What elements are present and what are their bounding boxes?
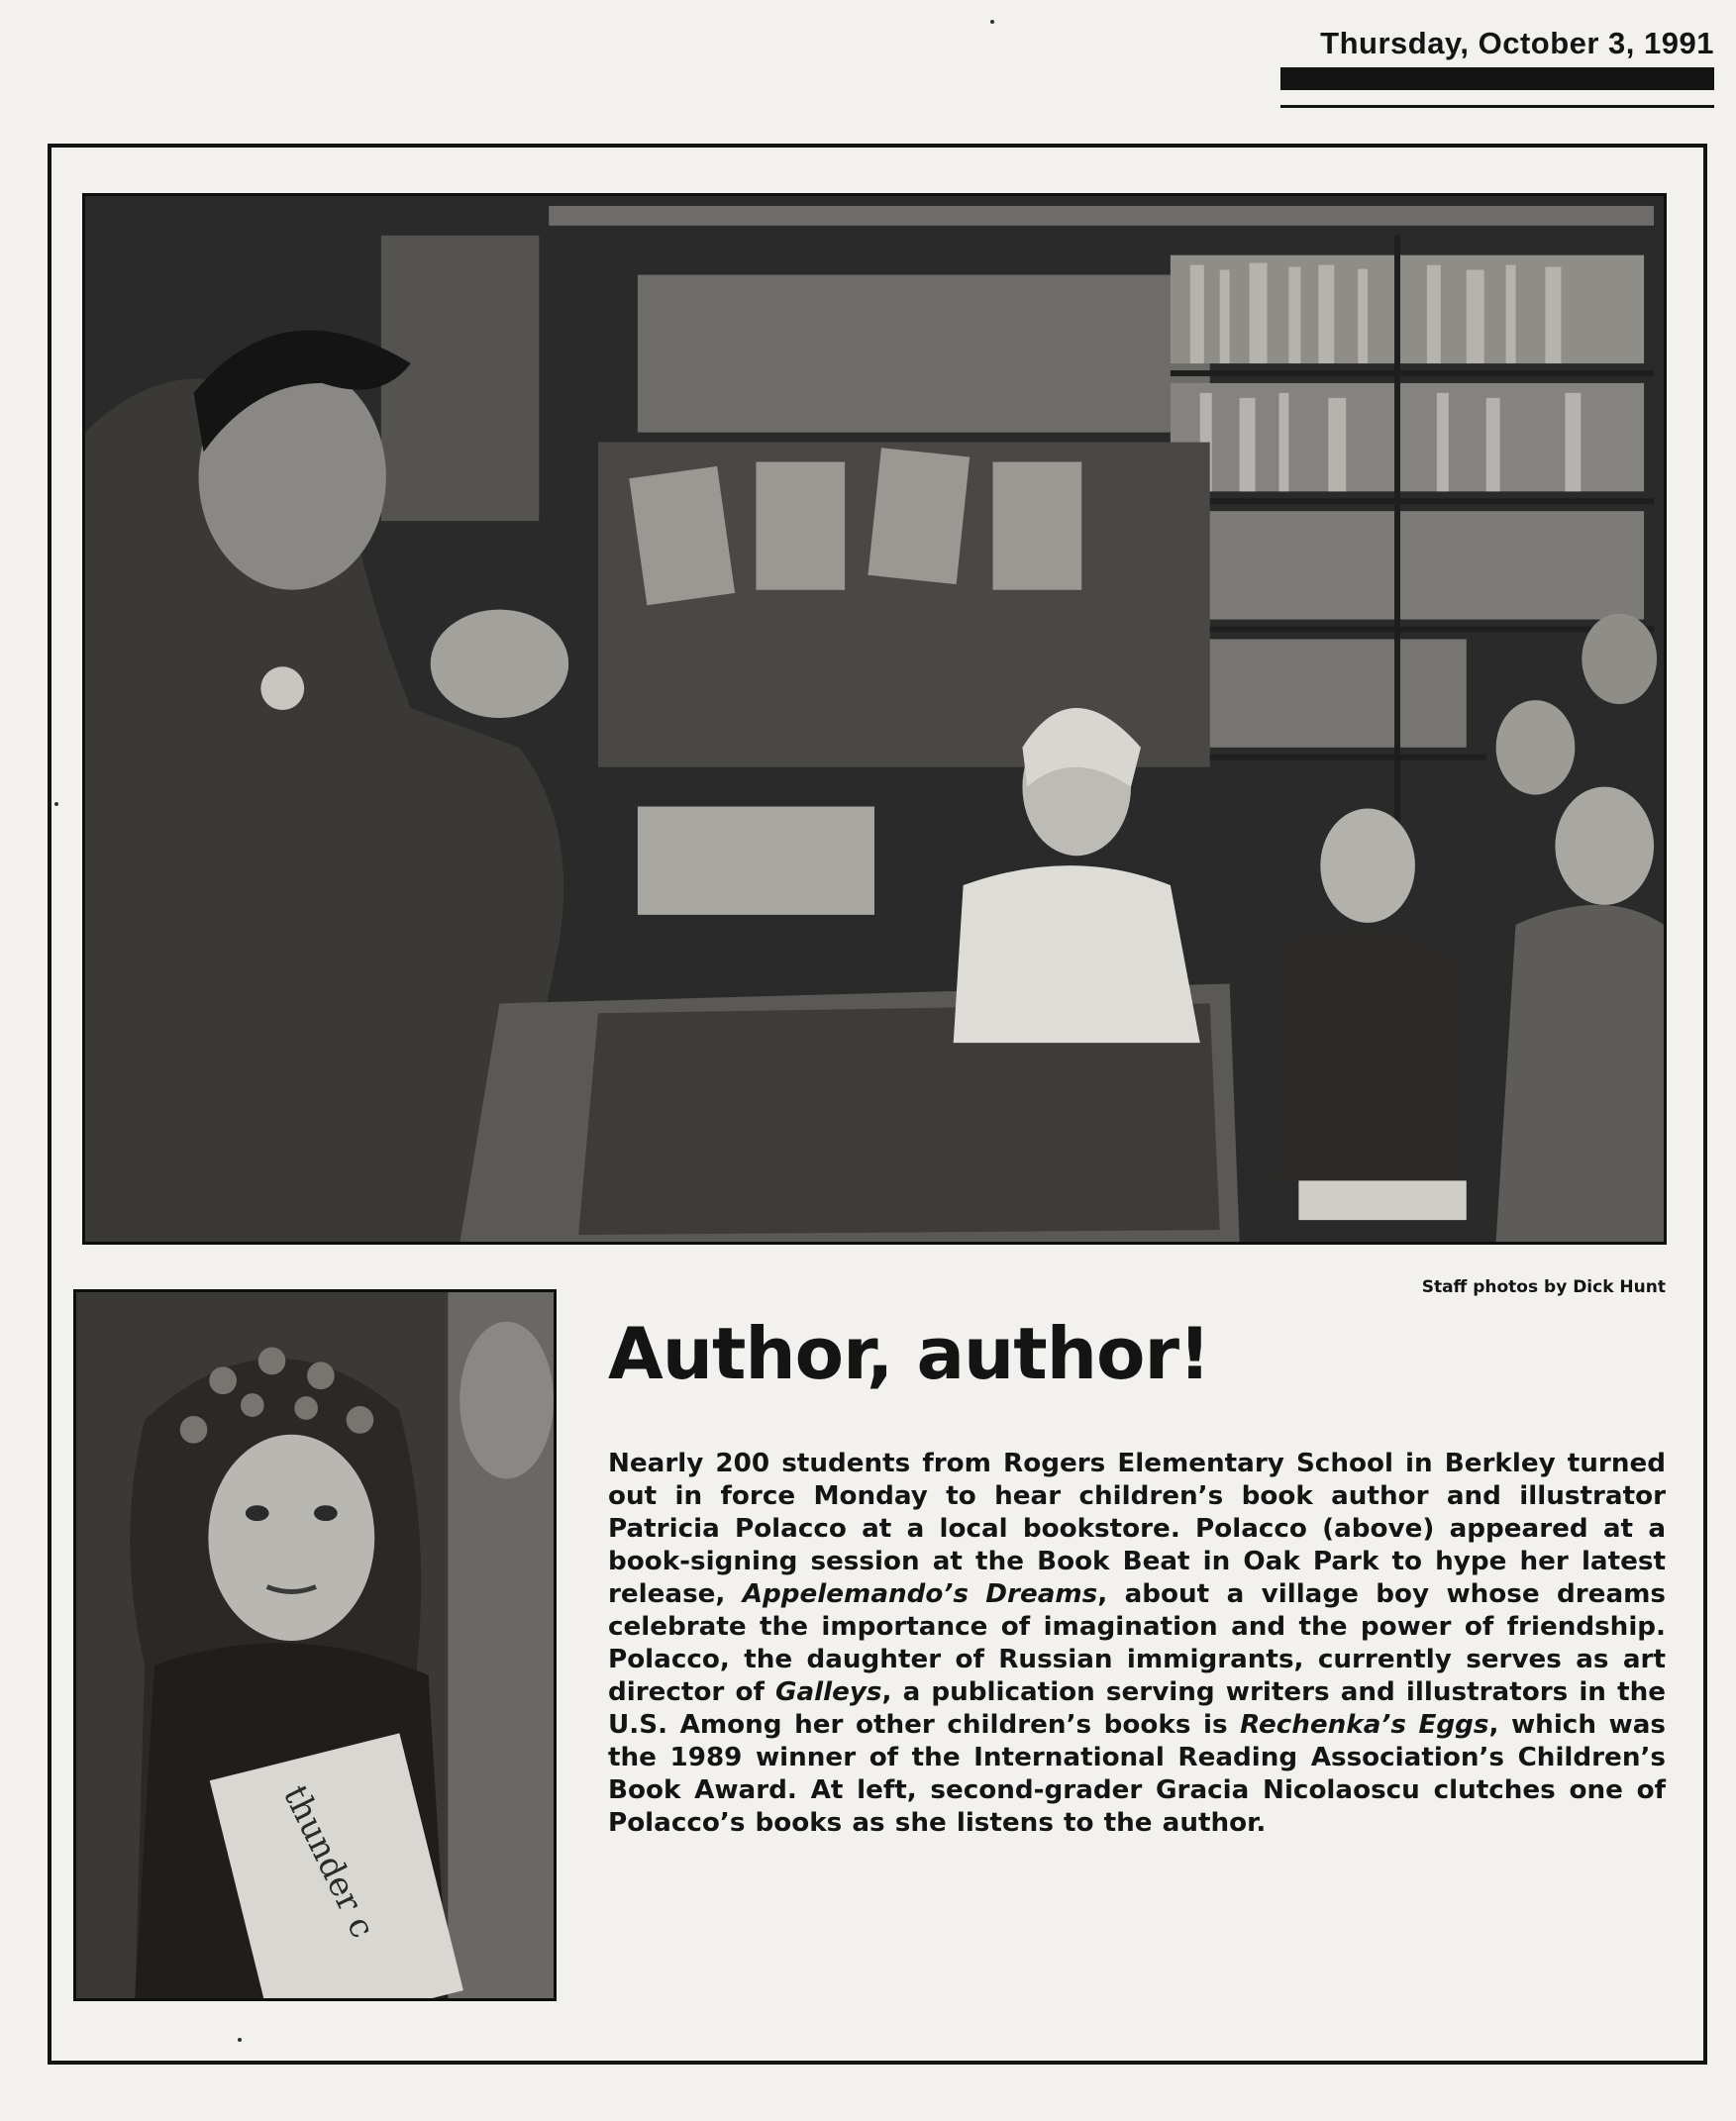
speck (990, 20, 994, 24)
dateline: Thursday, October 3, 1991 (1320, 26, 1714, 60)
main-photo (82, 193, 1667, 1245)
italic-title: Galleys (774, 1677, 882, 1707)
body-run: , which was the 1989 winner of the International Reading Association’s Children’s Book Award. At left, second-grader Gracia Nicolaoscu clutches one of Polacco’s books as she listens to the author. (608, 1710, 1666, 1838)
book-cover-text: thunder c (275, 1778, 383, 1944)
article-headline: Author, author! (608, 1312, 1210, 1395)
speck (54, 802, 58, 806)
masthead-rule-thick (1280, 67, 1714, 90)
masthead-rule-thin (1280, 105, 1714, 108)
speck (238, 2038, 242, 2042)
girl-photo (73, 1289, 557, 2001)
body-run: , about a village boy whose dreams celebrate the importance of imagination and the power of friendship. Polacco, the daughter of Russian immigrants, currently serves as art director of (608, 1579, 1666, 1707)
body-run: Nearly 200 students from Rogers Elementary School in Berkley turned out in force Monday to hear children’s book author and illustrator Patricia Polacco at a local bookstore. Polacco (above) appeared at a book-signing session at the Book Beat in Oak Park to hype her latest release, (608, 1449, 1666, 1609)
article-body (608, 1448, 1666, 1840)
italic-title: Rechenka’s Eggs (1240, 1710, 1489, 1740)
italic-title: Appelemando’s Dreams (742, 1579, 1098, 1609)
photo-credit: Staff photos by Dick Hunt (1421, 1277, 1666, 1297)
body-run: , a publication serving writers and illustrators in the U.S. Among her other children’s books is (608, 1677, 1666, 1740)
